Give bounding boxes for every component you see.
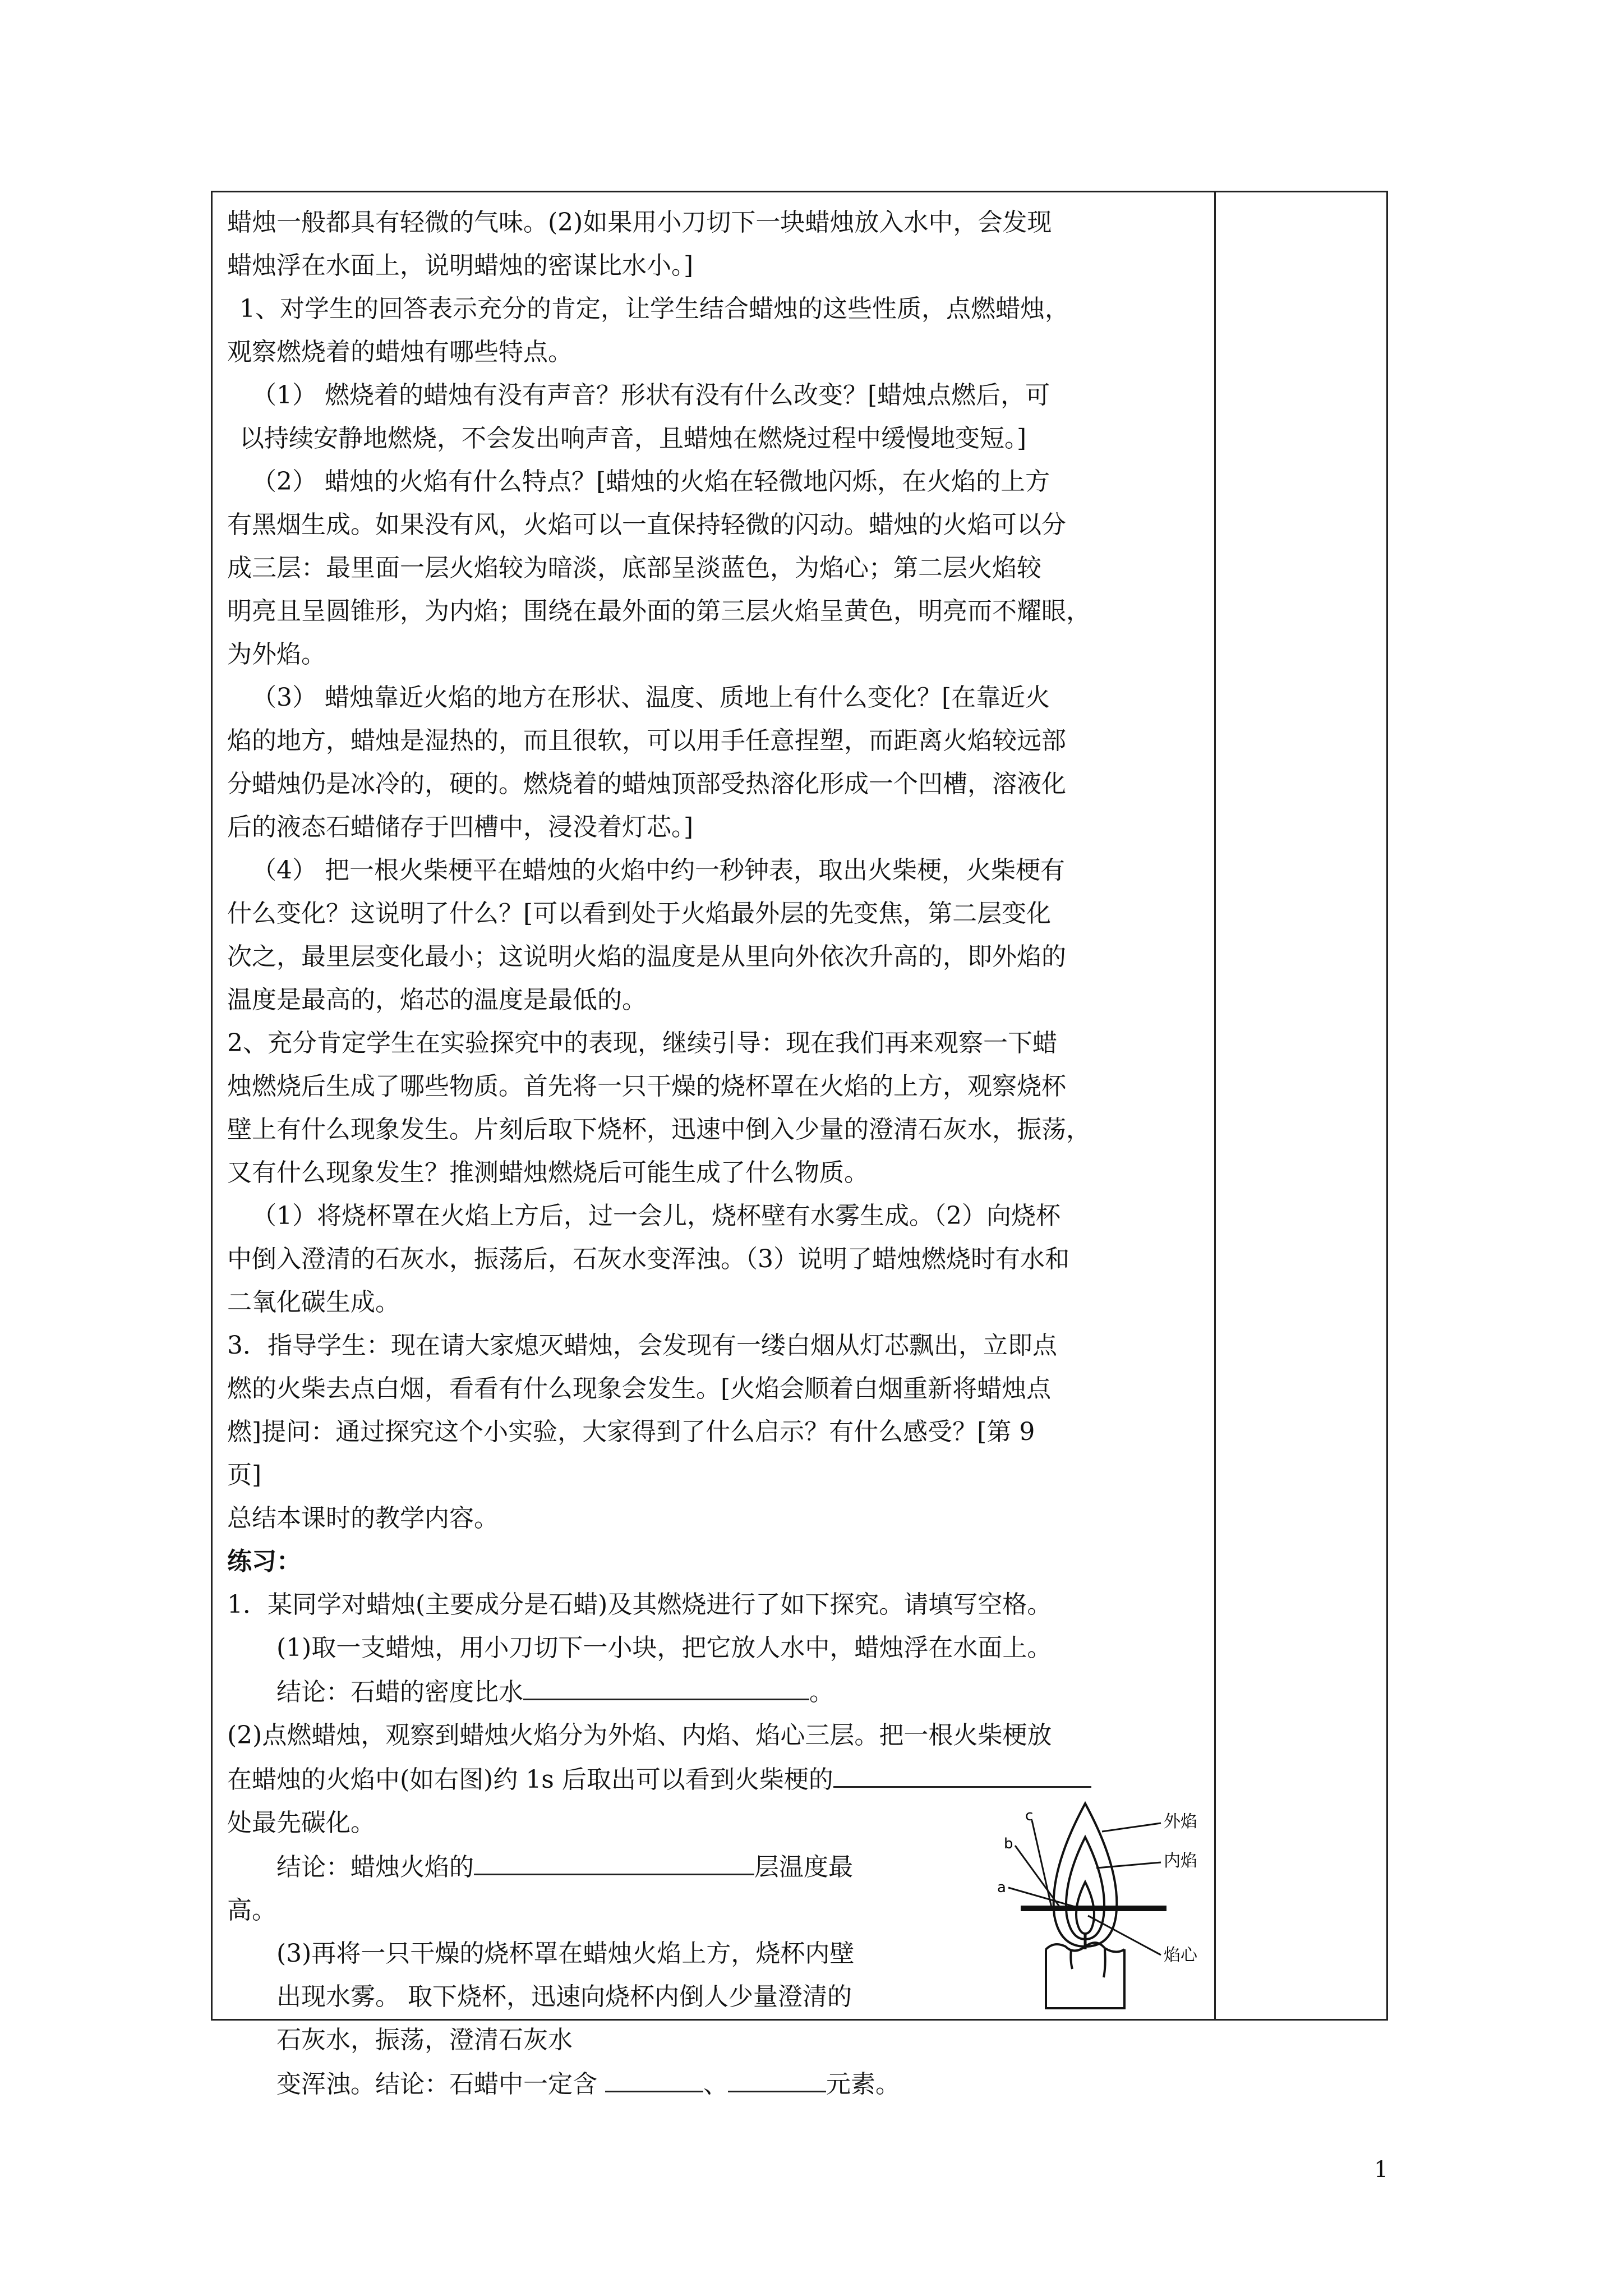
text-line: 页] [227,1461,262,1489]
text-line: 为外焰。 [227,640,326,669]
pointer-b [1015,1846,1060,1907]
conclusion-text: 变浑浊。结论：石蜡中一定含 [276,2070,605,2099]
text-line: 观察燃烧着的蜡烛有哪些特点。 [227,338,573,366]
inner-flame-shape [1066,1837,1104,1939]
pointer-core [1088,1916,1161,1955]
text-line: 二氧化碳生成。 [227,1288,400,1317]
practice-heading: 练习： [227,1547,301,1576]
text-line: 燃]提问：通过探究这个小实验，大家得到了什么启示？有什么感受？[第 9 [227,1418,1035,1446]
text-line: 什么变化？这说明了什么？[可以看到处于火焰最外层的先变焦，第二层变化 [227,899,1052,928]
period-text: 。 [809,1678,834,1706]
conclusion-text: 结论：蜡烛火焰的 [276,1853,474,1881]
text-line: 有黑烟生成。如果没有风，火焰可以一直保持轻微的闪动。蜡烛的火焰可以分 [227,510,1066,539]
text-line: 总结本课时的教学内容。 [227,1504,499,1533]
question-1-part-1: (1)取一支蜡烛，用小刀切下一小块，把它放人水中，蜡烛浮在水面上。 [276,1634,1052,1662]
pointer-inner [1096,1862,1161,1868]
text-line: （3） 蜡烛靠近火焰的地方在形状、温度、质地上有什么变化？[在靠近火 [252,683,1050,712]
label-c: c [1025,1807,1034,1824]
label-flame-core: 焰心 [1164,1945,1197,1965]
text-line: 3．指导学生：现在请大家熄灭蜡烛，会发现有一缕白烟从灯芯飘出，立即点 [227,1331,1057,1360]
question-1-part-2: (2)点燃蜡烛，观察到蜡烛火焰分为外焰、内焰、焰心三层。把一根火柴梗放 [227,1721,1052,1750]
text-line: （1）将烧杯罩在火焰上方后，过一会儿，烧杯壁有水雾生成。（2）向烧杯 [252,1202,1061,1230]
question-1: 1．某同学对蜡烛(主要成分是石蜡)及其燃烧进行了如下探究。请填写空格。 [227,1590,1052,1619]
text-line: 中倒入澄清的石灰水，振荡后，石灰水变浑浊。（3）说明了蜡烛燃烧时有水和 [227,1245,1069,1273]
text-line: 次之，最里层变化最小；这说明火焰的温度是从里向外依次升高的，即外焰的 [227,942,1066,971]
label-outer-flame: 外焰 [1164,1812,1197,1832]
question-1-part-3-line-2: 出现水雾。 取下烧杯，迅速向烧杯内倒人少量澄清的 [276,1982,852,2011]
pointer-outer [1102,1823,1161,1832]
question-1-part-3-line-3: 石灰水，振荡，澄清石灰水 [276,2026,573,2054]
text-line: （2） 蜡烛的火焰有什么特点？[蜡烛的火焰在轻微地闪烁，在火焰的上方 [252,467,1050,496]
answer-blank-element-1[interactable] [605,2062,703,2092]
text-line: （4） 把一根火柴梗平在蜡烛的火焰中约一秒钟表，取出火柴梗，火柴梗有 [252,856,1065,885]
conclusion-end: 元素。 [826,2070,900,2099]
wax-drip [1104,1949,1105,1977]
match-stick [1021,1906,1166,1911]
outer-flame-shape [1054,1803,1117,1947]
text-line: （1） 燃烧着的蜡烛有没有声音？形状有没有什么改变？[蜡烛点燃后，可 [252,381,1050,409]
answer-blank-element-2[interactable] [728,2062,826,2092]
text-line: 蜡烛一般都具有轻微的气味。(2)如果用小刀切下一块蜡烛放入水中，会发现 [227,208,1052,237]
label-inner-flame: 内焰 [1164,1851,1197,1871]
question-1-part-1-conclusion [227,1669,1203,1714]
text-line: 燃的火柴去点白烟，看看有什么现象会发生。[火焰会顺着白烟重新将蜡烛点 [227,1374,1052,1403]
conclusion-text-2: 层温度最 [754,1853,853,1881]
separator-text: 、 [703,2070,728,2099]
text-line: 又有什么现象发生？推测蜡烛燃烧后可能生成了什么物质。 [227,1158,869,1187]
text-line: 成三层：最里面一层火焰较为暗淡，底部呈淡蓝色，为焰心；第二层火焰较 [227,554,1041,582]
candle-body [1046,1949,1124,2008]
answer-blank-carbonized-position[interactable] [833,1757,1091,1788]
wax-drip [1071,1949,1072,1969]
question-text: 在蜡烛的火焰中(如右图)约 1s 后取出可以看到火柴梗的 [227,1765,833,1794]
text-line: 温度是最高的，焰芯的温度是最低的。 [227,986,647,1014]
text-line: 壁上有什么现象发生。片刻后取下烧杯，迅速中倒入少量的澄清石灰水，振荡， [227,1115,1091,1144]
answer-blank-flame-layer[interactable] [474,1844,754,1875]
candle-flame-figure [981,1787,1206,2011]
text-line: 1、对学生的回答表示充分的肯定，让学生结合蜡烛的这些性质，点燃蜡烛， [239,295,1069,323]
answer-blank-density[interactable] [523,1669,809,1700]
question-1-part-2-conclusion-end: 高。 [227,1896,276,1925]
text-line: 烛燃烧后生成了哪些物质。首先将一只干燥的烧杯罩在火焰的上方，观察烧杯 [227,1072,1066,1101]
text-line: 明亮且呈圆锥形，为内焰；围绕在最外面的第三层火焰呈黄色，明亮而不耀眼， [227,597,1091,625]
page-number: 1 [1374,2157,1389,2183]
text-line: 焰的地方，蜡烛是湿热的，而且很软，可以用手任意捏塑，而距离火焰较远部 [227,726,1066,755]
text-line: 以持续安静地燃烧，不会发出响声音，且蜡烛在燃烧过程中缓慢地变短。] [239,424,1027,453]
question-1-part-2-line-3: 处最先碳化。 [227,1809,375,1837]
question-1-part-3: (3)再将一只干燥的烧杯罩在蜡烛火焰上方，烧杯内壁 [276,1939,855,1968]
text-line: 后的液态石蜡储存于凹槽中，浸没着灯芯。] [227,813,694,841]
conclusion-text: 结论：石蜡的密度比水 [276,1678,523,1706]
table-column-divider [1214,191,1216,2021]
label-b: b [1004,1835,1013,1852]
text-line: 分蜡烛仍是冰冷的，硬的。燃烧着的蜡烛顶部受热溶化形成一个凹槽，溶液化 [227,770,1066,798]
text-line: 2、充分肯定学生在实验探究中的表现，继续引导：现在我们再来观察一下蜡 [227,1029,1057,1057]
question-1-part-3-conclusion [227,2062,1203,2106]
text-line: 蜡烛浮在水面上，说明蜡烛的密谋比水小。] [227,251,694,280]
label-a: a [997,1879,1006,1896]
pointer-c [1032,1820,1052,1907]
